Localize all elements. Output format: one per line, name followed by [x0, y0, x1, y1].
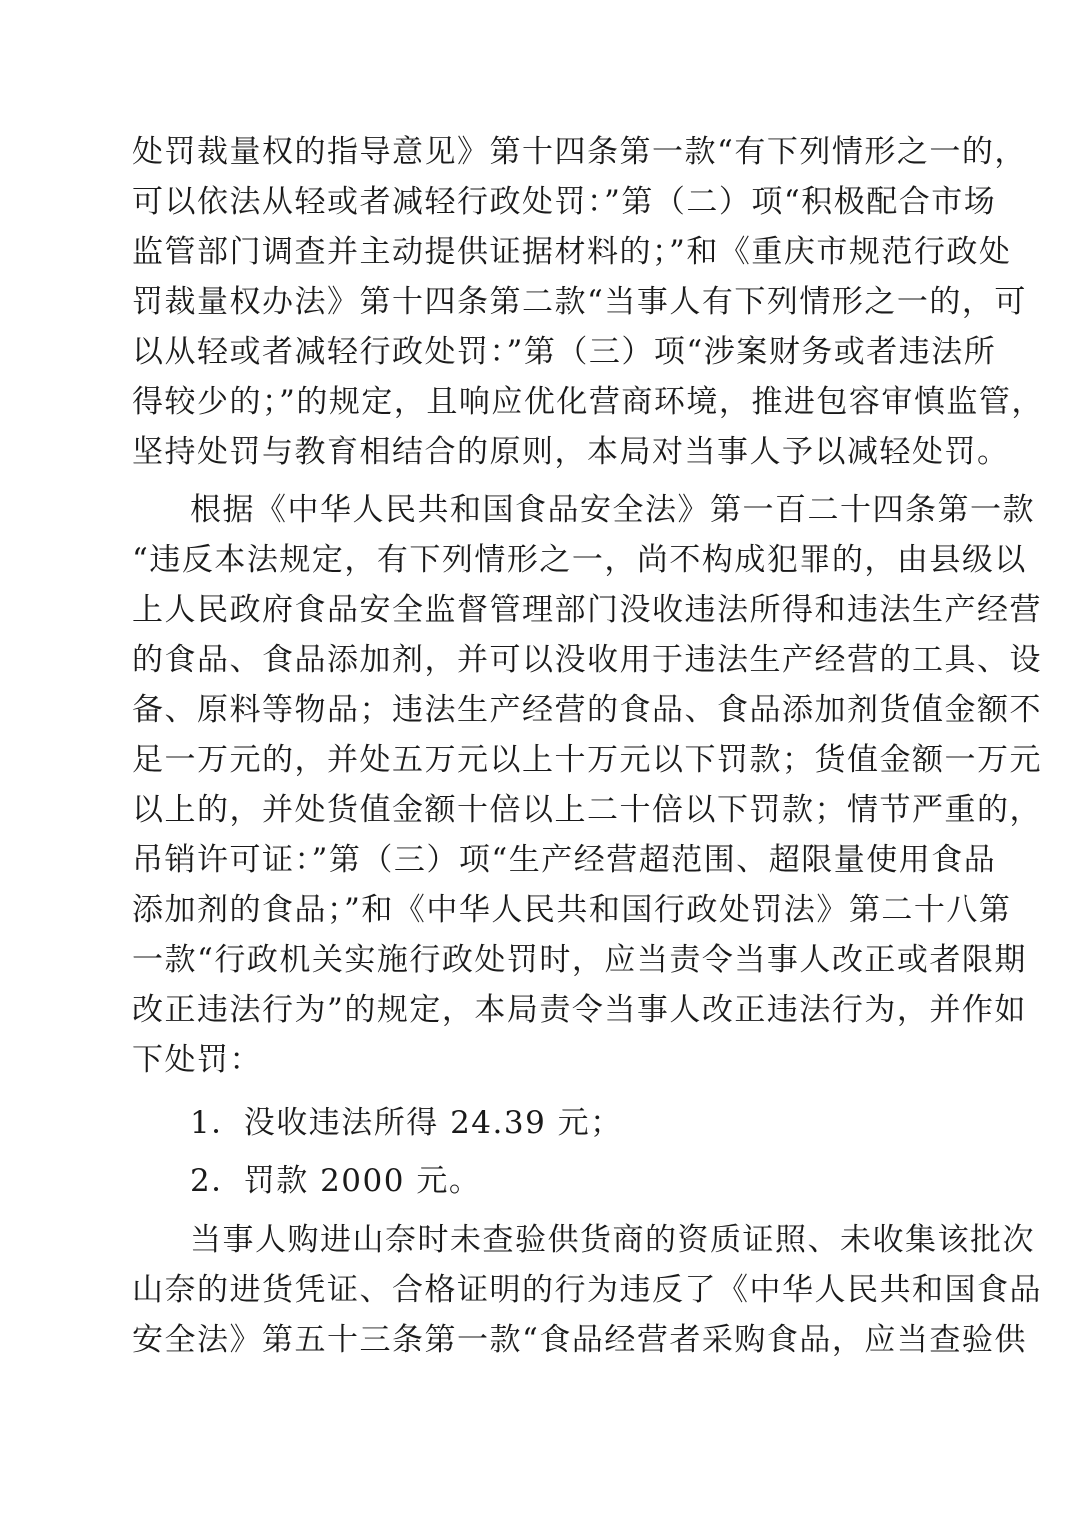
- paragraph-2-line-12: 下处罚：: [132, 1042, 262, 1078]
- paragraph-2-line-8: 吊销许可证：”第（三）项“生产经营超范围、超限量使用食品: [132, 842, 997, 878]
- paragraph-1-line-7: 坚持处罚与教育相结合的原则，本局对当事人予以减轻处罚。: [132, 434, 1010, 470]
- paragraph-2-line-11: 改正违法行为”的规定，本局责令当事人改正违法行为，并作如: [132, 992, 1027, 1028]
- paragraph-1-line-6: 得较少的；”的规定，且响应优化营商环境，推进包容审慎监管，: [132, 384, 1044, 420]
- paragraph-2-line-5: 备、原料等物品；违法生产经营的食品、食品添加剂货值金额不: [132, 692, 1042, 728]
- paragraph-3-line-2: 山奈的进货凭证、合格证明的行为违反了《中华人民共和国食品: [132, 1272, 1042, 1308]
- paragraph-2-line-10: 一款“行政机关实施行政处罚时，应当责令当事人改正或者限期: [132, 942, 1027, 978]
- paragraph-3-line-3: 安全法》第五十三条第一款“食品经营者采购食品，应当查验供: [132, 1322, 1027, 1358]
- paragraph-1-line-2: 可以依法从轻或者减轻行政处罚：”第（二）项“积极配合市场: [132, 184, 997, 220]
- paragraph-2-line-3: 上人民政府食品安全监督管理部门没收违法所得和违法生产经营: [132, 592, 1042, 628]
- penalty-item-2: 2．罚款 2000 元。: [190, 1163, 482, 1199]
- paragraph-2-line-4: 的食品、食品添加剂，并可以没收用于违法生产经营的工具、设: [132, 642, 1042, 678]
- paragraph-1-line-1: 处罚裁量权的指导意见》第十四条第一款“有下列情形之一的，: [132, 134, 1027, 170]
- paragraph-1-line-4: 罚裁量权办法》第十四条第二款“当事人有下列情形之一的，可: [132, 284, 1027, 320]
- paragraph-2-line-6: 足一万元的，并处五万元以上十万元以下罚款；货值金额一万元: [132, 742, 1042, 778]
- paragraph-2-line-2: “违反本法规定，有下列情形之一，尚不构成犯罪的，由县级以: [132, 542, 1027, 578]
- paragraph-2-line-1: 根据《中华人民共和国食品安全法》第一百二十四条第一款: [190, 492, 1035, 528]
- paragraph-3-line-1: 当事人购进山奈时未查验供货商的资质证照、未收集该批次: [190, 1222, 1035, 1258]
- paragraph-2-line-7: 以上的，并处货值金额十倍以上二十倍以下罚款；情节严重的，: [132, 792, 1042, 828]
- paragraph-2-line-9: 添加剂的食品；”和《中华人民共和国行政处罚法》第二十八第: [132, 892, 1012, 928]
- paragraph-1-line-3: 监管部门调查并主动提供证据材料的；”和《重庆市规范行政处: [132, 234, 1012, 270]
- paragraph-1-line-5: 以从轻或者减轻行政处罚：”第（三）项“涉案财务或者违法所: [132, 334, 997, 370]
- penalty-item-1: 1．没收违法所得 24.39 元；: [190, 1105, 623, 1141]
